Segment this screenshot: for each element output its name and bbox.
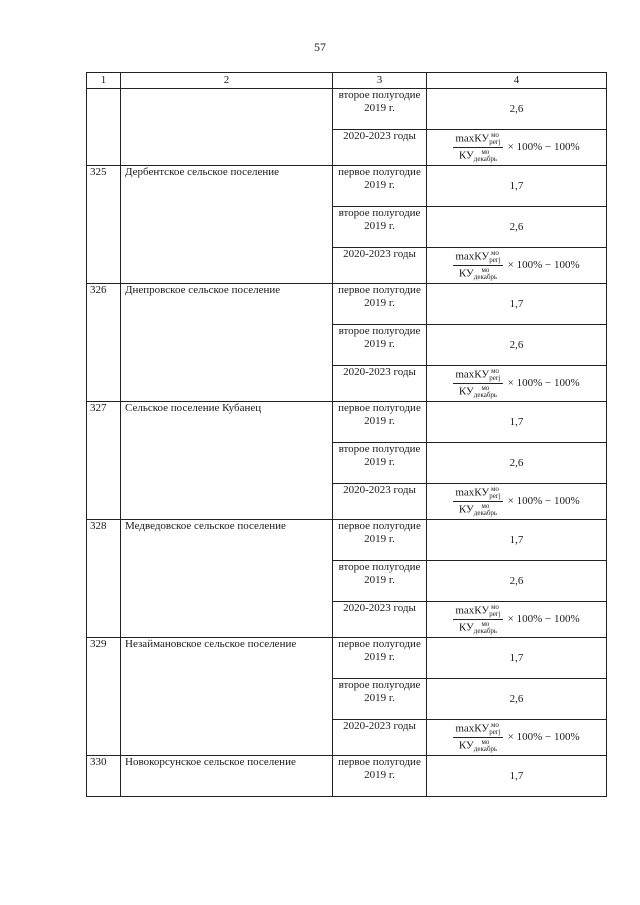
formula-text: КУ (458, 739, 474, 752)
period-label: второе полугодие 2019 г. (333, 207, 427, 248)
fraction-denominator (457, 148, 499, 163)
formula-text: maxКУ (455, 132, 490, 145)
settlement-name: Медведовское сельское поселение (121, 520, 333, 638)
formula (453, 486, 579, 517)
table-row (87, 756, 607, 797)
formula-sub: рег (489, 728, 499, 736)
period-label: первое полугодие 2019 г. (333, 756, 427, 797)
period-label: 2020-2023 годы (333, 366, 427, 402)
table-row (87, 284, 607, 325)
table-row (87, 89, 607, 130)
formula-cell (427, 602, 607, 638)
header-cell: 2 (121, 73, 333, 89)
fraction (453, 132, 502, 163)
fraction-denominator (457, 502, 499, 517)
formula-tail: × 100% − 100% (507, 377, 580, 390)
fraction-denominator (457, 384, 499, 399)
formula (453, 132, 579, 163)
rate-value: 1,7 (427, 756, 607, 797)
formula (453, 368, 579, 399)
period-label: 2020-2023 годы (333, 484, 427, 520)
formula-sub: декабрь (473, 627, 498, 635)
period-label: первое полугодие 2019 г. (333, 638, 427, 679)
period-label: первое полугодие 2019 г. (333, 284, 427, 325)
formula-cell (427, 130, 607, 166)
period-label: 2020-2023 годы (333, 248, 427, 284)
formula (453, 250, 579, 281)
formula-text: maxКУ (455, 250, 490, 263)
formula-cell (427, 248, 607, 284)
formula-sup: мо (490, 249, 499, 257)
formula-sub: рег (489, 256, 499, 264)
formula-sup: мо (490, 485, 499, 493)
fraction (453, 368, 502, 399)
formula-sup: мо (490, 367, 499, 375)
formula-sub: декабрь (473, 155, 498, 163)
period-label: второе полугодие 2019 г. (333, 325, 427, 366)
rate-value: 2,6 (427, 325, 607, 366)
settlement-name: Новокорсунское сельское поселение (121, 756, 333, 797)
settlement-name (121, 89, 333, 166)
header-cell: 4 (427, 73, 607, 89)
formula-sub2: j (498, 492, 501, 500)
formula-sub2: j (498, 374, 501, 382)
table-row (87, 166, 607, 207)
row-number: 327 (87, 402, 121, 520)
period-label: второе полугодие 2019 г. (333, 89, 427, 130)
formula-sub2: j (498, 728, 501, 736)
formula-tail: × 100% − 100% (507, 731, 580, 744)
row-number: 326 (87, 284, 121, 402)
formula-sup: мо (481, 384, 490, 392)
fraction-numerator (453, 604, 502, 620)
formula-text: КУ (458, 385, 474, 398)
row-number: 329 (87, 638, 121, 756)
fraction (453, 604, 502, 635)
fraction (453, 722, 502, 753)
period-label: 2020-2023 годы (333, 602, 427, 638)
rate-value: 1,7 (427, 638, 607, 679)
rate-value: 1,7 (427, 284, 607, 325)
formula-sub: декабрь (473, 509, 498, 517)
formula-text: КУ (458, 503, 474, 516)
formula-cell (427, 366, 607, 402)
formula-text: maxКУ (455, 486, 490, 499)
formula-sup: мо (481, 502, 490, 510)
settlement-name: Сельское поселение Кубанец (121, 402, 333, 520)
formula-sub2: j (498, 610, 501, 618)
rate-value: 2,6 (427, 561, 607, 602)
fraction (453, 486, 502, 517)
formula (453, 722, 579, 753)
fraction-numerator (453, 368, 502, 384)
formula-sub: рег (489, 610, 499, 618)
formula-sup: мо (481, 148, 490, 156)
period-label: второе полугодие 2019 г. (333, 561, 427, 602)
row-number: 330 (87, 756, 121, 797)
formula-sub: декабрь (473, 391, 498, 399)
formula-text: maxКУ (455, 604, 490, 617)
formula-text: maxКУ (455, 368, 490, 381)
rate-value: 2,6 (427, 679, 607, 720)
period-label: 2020-2023 годы (333, 720, 427, 756)
formula-text: КУ (458, 149, 474, 162)
formula-sup: мо (490, 131, 499, 139)
formula-text: КУ (458, 621, 474, 634)
table-row (87, 638, 607, 679)
rate-value: 1,7 (427, 166, 607, 207)
page-number: 57 (314, 40, 326, 54)
fraction-numerator (453, 132, 502, 148)
rate-value: 2,6 (427, 207, 607, 248)
formula-sub: рег (489, 374, 499, 382)
rate-value: 1,7 (427, 520, 607, 561)
row-number (87, 89, 121, 166)
period-label: второе полугодие 2019 г. (333, 679, 427, 720)
formula-sup: мо (490, 721, 499, 729)
formula-sup: мо (481, 620, 490, 628)
fraction-numerator (453, 486, 502, 502)
fraction-numerator (453, 250, 502, 266)
table-row (87, 402, 607, 443)
period-label: первое полугодие 2019 г. (333, 520, 427, 561)
formula-sub: декабрь (473, 745, 498, 753)
fraction-denominator (457, 266, 499, 281)
fraction-denominator (457, 738, 499, 753)
formula-sub2: j (498, 256, 501, 264)
formula-sup: мо (490, 603, 499, 611)
formula-tail: × 100% − 100% (507, 613, 580, 626)
period-label: второе полугодие 2019 г. (333, 443, 427, 484)
formula-tail: × 100% − 100% (507, 141, 580, 154)
formula-tail: × 100% − 100% (507, 259, 580, 272)
settlement-name: Незаймановское сельское поселение (121, 638, 333, 756)
formula-cell (427, 720, 607, 756)
rate-value: 2,6 (427, 443, 607, 484)
row-number: 325 (87, 166, 121, 284)
formula-sub: декабрь (473, 273, 498, 281)
formula-text: maxКУ (455, 722, 490, 735)
formula-text: КУ (458, 267, 474, 280)
period-label: 2020-2023 годы (333, 130, 427, 166)
rate-value: 1,7 (427, 402, 607, 443)
formula (453, 604, 579, 635)
formula-sub: рег (489, 138, 499, 146)
header-cell: 3 (333, 73, 427, 89)
formula-sup: мо (481, 266, 490, 274)
header-cell: 1 (87, 73, 121, 89)
formula-sub2: j (498, 138, 501, 146)
formula-sub: рег (489, 492, 499, 500)
settlement-name: Днепровское сельское поселение (121, 284, 333, 402)
fraction-numerator (453, 722, 502, 738)
fraction (453, 250, 502, 281)
period-label: первое полугодие 2019 г. (333, 402, 427, 443)
formula-tail: × 100% − 100% (507, 495, 580, 508)
header-row (87, 73, 607, 89)
fraction-denominator (457, 620, 499, 635)
rate-value: 2,6 (427, 89, 607, 130)
period-label: первое полугодие 2019 г. (333, 166, 427, 207)
formula-sup: мо (481, 738, 490, 746)
municipal-table (86, 72, 607, 797)
formula-cell (427, 484, 607, 520)
settlement-name: Дербентское сельское поселение (121, 166, 333, 284)
row-number: 328 (87, 520, 121, 638)
table-row (87, 520, 607, 561)
